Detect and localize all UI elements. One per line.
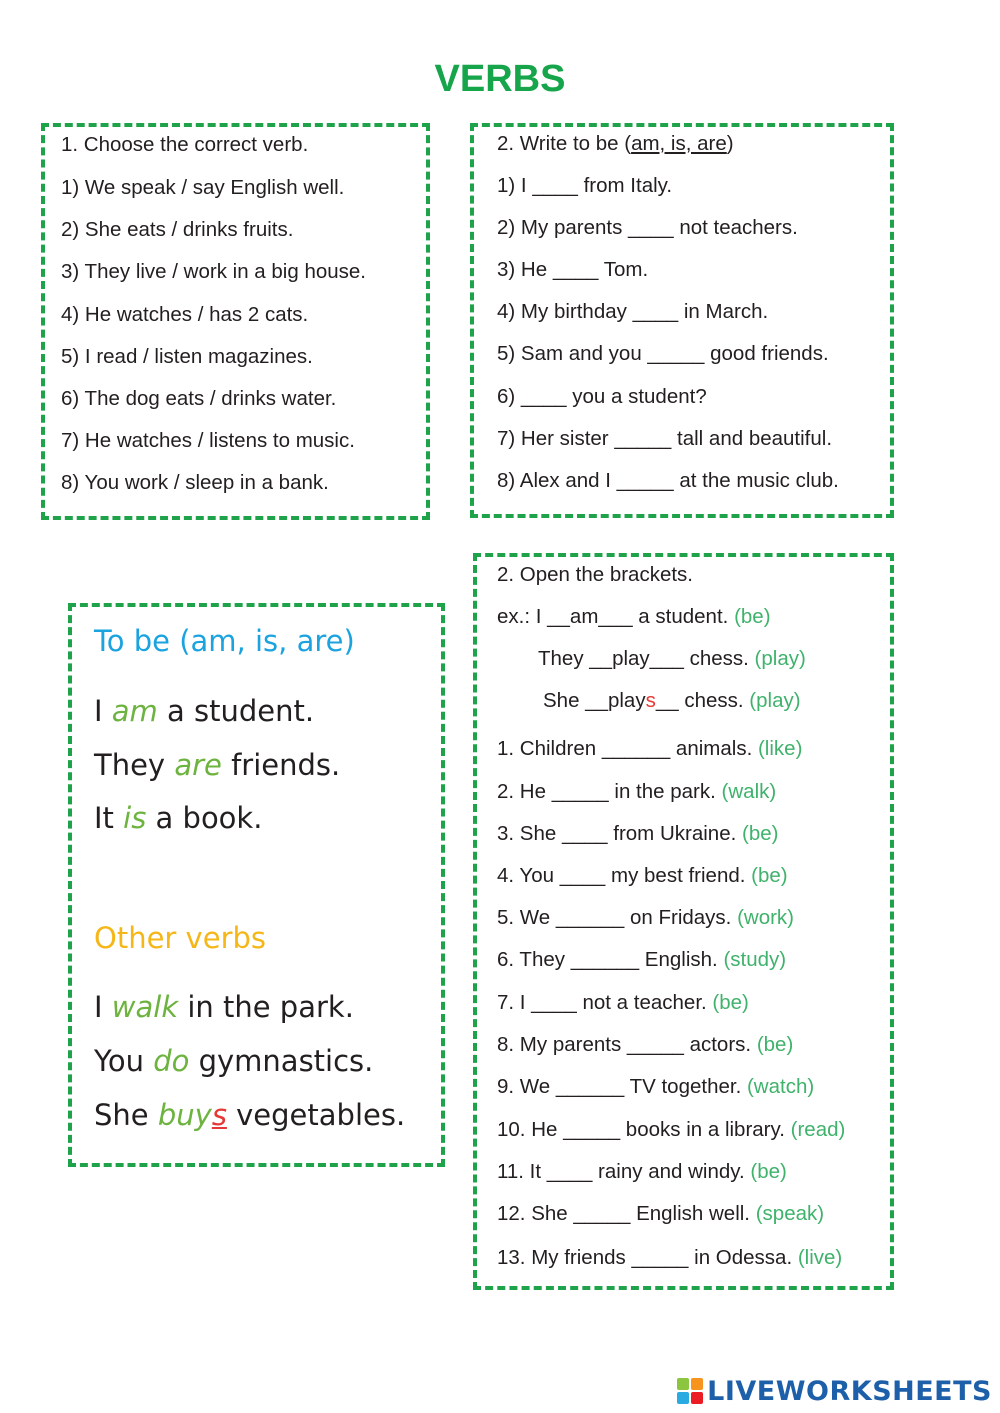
logo-square xyxy=(677,1392,689,1404)
exercise-1-item: 4) He watches / has 2 cats. xyxy=(61,303,309,326)
item-sentence: 4. You ____ my best friend. xyxy=(497,864,746,887)
item-sentence: 13. My friends _____ in Odessa. xyxy=(497,1246,793,1269)
logo-square xyxy=(677,1378,689,1390)
exercise-3-item xyxy=(497,1033,793,1057)
exercise-3-item xyxy=(497,780,776,804)
example-verb: buy xyxy=(157,1098,212,1132)
example-text: in the park. xyxy=(178,990,354,1024)
item-sentence: 12. She _____ English well. xyxy=(497,1202,751,1225)
example-sentence: They __play___ chess. xyxy=(538,647,749,670)
item-hint: (live) xyxy=(797,1246,843,1269)
exercise-3-item xyxy=(497,1160,787,1184)
liveworksheets-logo[interactable] xyxy=(677,1374,992,1408)
reference-title-other-verbs: Other verbs xyxy=(94,921,267,955)
example-text: She xyxy=(94,1098,158,1132)
exercise-2-item: 4) My birthday ____ in March. xyxy=(497,300,769,323)
exercise-1-item: 2) She eats / drinks fruits. xyxy=(61,218,294,241)
item-sentence: 3. She ____ from Ukraine. xyxy=(497,822,737,845)
exercise-3-example xyxy=(538,647,806,671)
reference-example xyxy=(94,800,262,836)
exercise-1-item: 7) He watches / listens to music. xyxy=(61,429,355,452)
item-sentence: 8. My parents _____ actors. xyxy=(497,1033,752,1056)
item-sentence: 7. I ____ not a teacher. xyxy=(497,991,707,1014)
example-verb: walk xyxy=(111,990,179,1024)
example-hint: (play) xyxy=(749,689,801,712)
example-hint: (play) xyxy=(754,647,806,670)
example-verb-suffix: s xyxy=(211,1098,227,1132)
example-text: I xyxy=(94,694,112,728)
reference-example xyxy=(94,1097,405,1133)
exercise-3-item xyxy=(497,1118,845,1142)
exercise-3-item xyxy=(497,1246,842,1270)
item-sentence: 1. Children ______ animals. xyxy=(497,737,753,760)
exercise-3-item xyxy=(497,737,802,761)
item-sentence: 5. We ______ on Fridays. xyxy=(497,906,732,929)
example-text: I xyxy=(94,990,112,1024)
item-sentence: 9. We ______ TV together. xyxy=(497,1075,742,1098)
example-sentence: ex.: I __am___ a student. xyxy=(497,605,729,628)
exercise-1-item: 5) I read / listen magazines. xyxy=(61,345,313,368)
item-hint: (walk) xyxy=(721,780,777,803)
exercise-3-example xyxy=(543,689,801,713)
item-hint: (be) xyxy=(751,864,788,887)
exercise-2-heading-close: ) xyxy=(726,132,734,155)
example-text: They xyxy=(94,748,175,782)
exercise-3-heading: 2. Open the brackets. xyxy=(497,563,694,586)
logo-mark-icon xyxy=(677,1378,703,1404)
reference-example xyxy=(94,989,354,1025)
exercise-1-item: 6) The dog eats / drinks water. xyxy=(61,387,337,410)
exercise-3-item xyxy=(497,948,786,972)
item-hint: (be) xyxy=(750,1160,787,1183)
exercise-2-item: 7) Her sister _____ tall and beautiful. xyxy=(497,427,833,450)
example-text: gymnastics. xyxy=(189,1044,374,1078)
logo-square xyxy=(691,1392,703,1404)
item-hint: (watch) xyxy=(746,1075,815,1098)
item-sentence: 2. He _____ in the park. xyxy=(497,780,716,803)
item-hint: (like) xyxy=(757,737,803,760)
reference-box xyxy=(68,603,445,1167)
item-hint: (be) xyxy=(742,822,779,845)
item-hint: (work) xyxy=(737,906,795,929)
exercise-1-item: 3) They live / work in a big house. xyxy=(61,260,366,283)
exercise-2-heading-underlined: am, is, are xyxy=(631,132,727,155)
logo-square xyxy=(691,1378,703,1390)
exercise-1-heading: 1. Choose the correct verb. xyxy=(61,133,309,156)
exercise-3-example xyxy=(497,605,771,629)
example-verb: are xyxy=(174,748,222,782)
example-text: It xyxy=(94,801,124,835)
item-hint: (be) xyxy=(756,1033,794,1056)
worksheet-title: VERBS xyxy=(434,58,566,100)
exercise-2-item: 2) My parents ____ not teachers. xyxy=(497,216,798,239)
item-sentence: 6. They ______ English. xyxy=(497,948,718,971)
item-hint: (study) xyxy=(723,948,787,971)
reference-example xyxy=(94,747,340,783)
exercise-2-item: 6) ____ you a student? xyxy=(497,385,707,408)
exercise-3-item xyxy=(497,822,778,846)
item-hint: (be) xyxy=(712,991,749,1014)
item-sentence: 11. It ____ rainy and windy. xyxy=(497,1160,745,1183)
example-hint: (be) xyxy=(734,605,771,628)
reference-title-to-be: To be (am, is, are) xyxy=(94,624,355,658)
exercise-2-item: 5) Sam and you _____ good friends. xyxy=(497,342,829,365)
example-sentence: She __play xyxy=(543,689,646,712)
exercise-2-heading-text: 2. Write to be ( xyxy=(497,132,632,155)
example-verb: do xyxy=(153,1044,190,1078)
exercise-3-item xyxy=(497,1202,824,1226)
exercise-1-item: 8) You work / sleep in a bank. xyxy=(61,471,329,494)
exercise-2-item: 8) Alex and I _____ at the music club. xyxy=(497,469,839,492)
exercise-3-item xyxy=(497,991,749,1015)
reference-example xyxy=(94,1043,373,1079)
example-text: a book. xyxy=(146,801,263,835)
example-text: vegetables. xyxy=(226,1098,406,1132)
exercise-1-item: 1) We speak / say English well. xyxy=(61,176,345,199)
exercise-2-item: 3) He ____ Tom. xyxy=(497,258,649,281)
exercise-2-heading xyxy=(497,132,734,156)
exercise-3-item xyxy=(497,864,788,888)
example-verb: am xyxy=(111,694,158,728)
reference-example xyxy=(94,693,314,729)
item-hint: (speak) xyxy=(755,1202,825,1225)
example-text: a student. xyxy=(157,694,315,728)
example-suffix: s xyxy=(645,689,656,712)
item-hint: (read) xyxy=(790,1118,846,1141)
example-text: friends. xyxy=(221,748,341,782)
exercise-2-item: 1) I ____ from Italy. xyxy=(497,174,673,197)
logo-text: LIVEWORKSHEETS xyxy=(707,1375,992,1407)
exercise-3-item xyxy=(497,906,794,930)
item-sentence: 10. He _____ books in a library. xyxy=(497,1118,785,1141)
example-sentence: __ chess. xyxy=(655,689,744,712)
example-verb: is xyxy=(123,801,147,835)
example-text: You xyxy=(94,1044,154,1078)
exercise-3-item xyxy=(497,1075,814,1099)
